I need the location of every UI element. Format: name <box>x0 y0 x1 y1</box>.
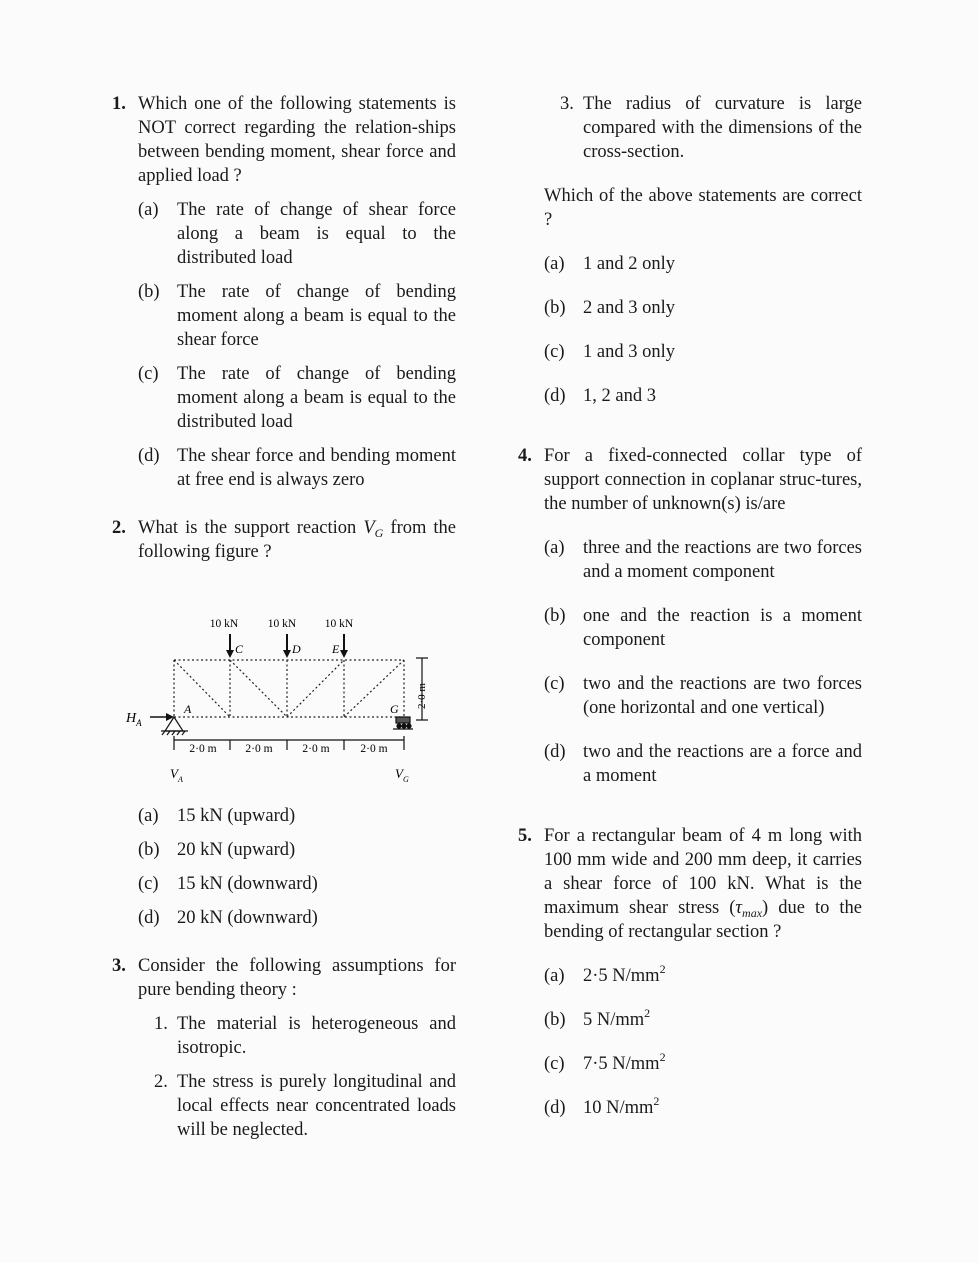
question-text-before: What is the support reaction <box>138 518 357 538</box>
option-a[interactable] <box>544 536 862 584</box>
question-text: Consider the following assumptions for pure bending theory : <box>138 956 456 1000</box>
option-unit: $N/mm^2$ <box>606 1094 660 1118</box>
option-unit: $N/mm^2$ <box>612 962 666 986</box>
option-label: (a) <box>544 254 565 274</box>
option-label: (a) <box>138 200 159 220</box>
load-arrow <box>283 634 291 658</box>
option-b[interactable] <box>138 838 456 862</box>
question-text <box>138 516 456 564</box>
option-label: (d) <box>138 908 160 928</box>
question-text-after: from the following figure ? <box>138 518 457 562</box>
node-label-e: E <box>332 642 340 656</box>
option-text: one and the reaction is a moment component <box>583 606 862 650</box>
option-d[interactable] <box>138 906 456 930</box>
option-label: (d) <box>544 742 566 762</box>
height-label: 2·0 m <box>416 683 428 709</box>
statement-text: The stress is purely longitudinal and local effects near concentrated loads will be neglected. <box>177 1072 456 1140</box>
option-c[interactable] <box>138 872 456 896</box>
truss-members <box>174 660 404 717</box>
option-text: The rate of change of bending moment along a beam is equal to the shear force <box>177 282 456 350</box>
option-label: (b) <box>544 298 566 318</box>
question-text: Which one of the following statements is NOT correct regarding the relation-ships between bending moment, shear force and applied load ? <box>138 94 456 186</box>
load-label: 10 kN <box>324 618 354 630</box>
option-b[interactable] <box>138 280 456 352</box>
option-text: The rate of change of bending moment along a beam is equal to the distributed load <box>177 364 456 432</box>
option-c[interactable] <box>544 672 862 720</box>
option-value: 7·5 <box>583 1054 608 1074</box>
node-label-g: G <box>390 702 399 716</box>
load-label: 10 kN <box>267 618 297 630</box>
option-text: 1 and 2 only <box>583 254 675 274</box>
option-label: (c) <box>544 1054 565 1074</box>
option-unit: $N/mm^2$ <box>596 1006 651 1030</box>
question-number: 2. <box>112 518 126 538</box>
option-a[interactable] <box>138 804 456 828</box>
right-vertical-reaction-label: $V_G$ <box>395 766 409 784</box>
option-text: 15 kN (upward) <box>177 806 296 826</box>
option-label: (b) <box>138 282 160 302</box>
question-number: 1. <box>112 94 126 114</box>
statement-2 <box>138 1070 456 1142</box>
option-label: (b) <box>138 840 160 860</box>
option-text: three and the reactions are two forces and a moment component <box>583 538 862 582</box>
option-label: (c) <box>138 874 159 894</box>
span-label: 2·0 m <box>189 743 217 755</box>
question-1 <box>112 92 456 492</box>
right-column <box>518 92 862 1120</box>
option-label: (a) <box>544 966 565 986</box>
option-d[interactable] <box>544 384 862 408</box>
span-label: 2·0 m <box>245 743 273 755</box>
horizontal-reaction-arrow <box>150 713 174 721</box>
option-text: 1, 2 and 3 <box>583 386 656 406</box>
question-3-continued <box>518 92 862 408</box>
option-b[interactable] <box>544 1008 862 1032</box>
pin-support <box>161 717 188 735</box>
question-5 <box>518 824 862 1120</box>
option-b[interactable] <box>544 604 862 652</box>
option-d[interactable] <box>544 1096 862 1120</box>
truss-figure <box>112 600 430 790</box>
option-c[interactable] <box>544 340 862 364</box>
question-4 <box>518 444 862 788</box>
option-value: 2·5 <box>583 966 608 986</box>
question-text: For a fixed-connected collar type of support connection in coplanar struc-tures, the number of unknown(s) is/are <box>544 446 862 514</box>
option-a[interactable] <box>544 252 862 276</box>
span-label: 2·0 m <box>302 743 330 755</box>
option-b[interactable] <box>544 296 862 320</box>
option-text: 20 kN (upward) <box>177 840 296 860</box>
question-text-before: For a rectangular beam of 4 m long with 100 mm wide and 200 mm deep, it carries a shear force of 100 kN. What is the maximum shear stress ( <box>544 826 862 918</box>
option-d[interactable] <box>544 740 862 788</box>
option-unit: $N/mm^2$ <box>612 1050 666 1074</box>
question-2 <box>112 516 456 930</box>
node-label-c: C <box>235 642 244 656</box>
option-label: (d) <box>544 386 566 406</box>
option-label: (c) <box>544 674 565 694</box>
question-number: 3. <box>112 956 126 976</box>
option-label: (c) <box>138 364 159 384</box>
option-label: (a) <box>544 538 565 558</box>
option-value: 5 <box>583 1010 593 1030</box>
option-c[interactable] <box>544 1052 862 1076</box>
statement-3 <box>544 92 862 164</box>
statement-text: The radius of curvature is large compared with the dimensions of the cross-section. <box>583 94 862 162</box>
option-value: 10 <box>583 1098 602 1118</box>
question-text <box>544 824 862 944</box>
question-number: 5. <box>518 826 532 846</box>
left-column <box>112 92 456 1142</box>
option-label: (d) <box>544 1098 566 1118</box>
option-text: two and the reactions are a force and a moment <box>583 742 862 786</box>
option-text: two and the reactions are two forces (one horizontal and one vertical) <box>583 674 862 718</box>
reaction-symbol: $V_G$ <box>363 518 384 540</box>
statement-1 <box>138 1012 456 1060</box>
option-c[interactable] <box>138 362 456 434</box>
statement-text: The material is heterogeneous and isotropic. <box>177 1014 456 1058</box>
shear-stress-symbol: $\tau_{max}$ <box>735 898 763 920</box>
node-label-d: D <box>292 642 301 656</box>
left-vertical-reaction-label: $V_A$ <box>170 766 183 784</box>
option-label: (b) <box>544 606 566 626</box>
option-text: The rate of change of shear force along a beam is equal to the distributed load <box>177 200 456 268</box>
horizontal-reaction-label: $H_A$ <box>126 711 142 728</box>
option-text: 2 and 3 only <box>583 298 675 318</box>
question-prompt: Which of the above statements are correct ? <box>544 186 862 230</box>
question-text-after: ) due to the bending of rectangular section ? <box>544 898 862 942</box>
load-arrow <box>226 634 234 658</box>
option-label: (d) <box>138 446 160 466</box>
statement-label: 2. <box>154 1072 168 1092</box>
option-a[interactable] <box>544 964 862 988</box>
option-a[interactable] <box>138 198 456 270</box>
node-label-a: A <box>184 702 192 716</box>
load-arrow <box>340 634 348 658</box>
statement-label: 3. <box>560 94 574 114</box>
question-number: 4. <box>518 446 532 466</box>
option-label: (a) <box>138 806 159 826</box>
statement-label: 1. <box>154 1014 168 1034</box>
option-text: 15 kN (downward) <box>177 874 318 894</box>
option-label: (b) <box>544 1010 566 1030</box>
option-d[interactable] <box>138 444 456 492</box>
span-label: 2·0 m <box>360 743 388 755</box>
option-label: (c) <box>544 342 565 362</box>
option-text: 20 kN (downward) <box>177 908 318 928</box>
roller-support <box>393 717 413 729</box>
option-text: The shear force and bending moment at free end is always zero <box>177 446 456 490</box>
question-3 <box>112 954 456 1142</box>
option-text: 1 and 3 only <box>583 342 675 362</box>
load-label: 10 kN <box>209 618 239 630</box>
